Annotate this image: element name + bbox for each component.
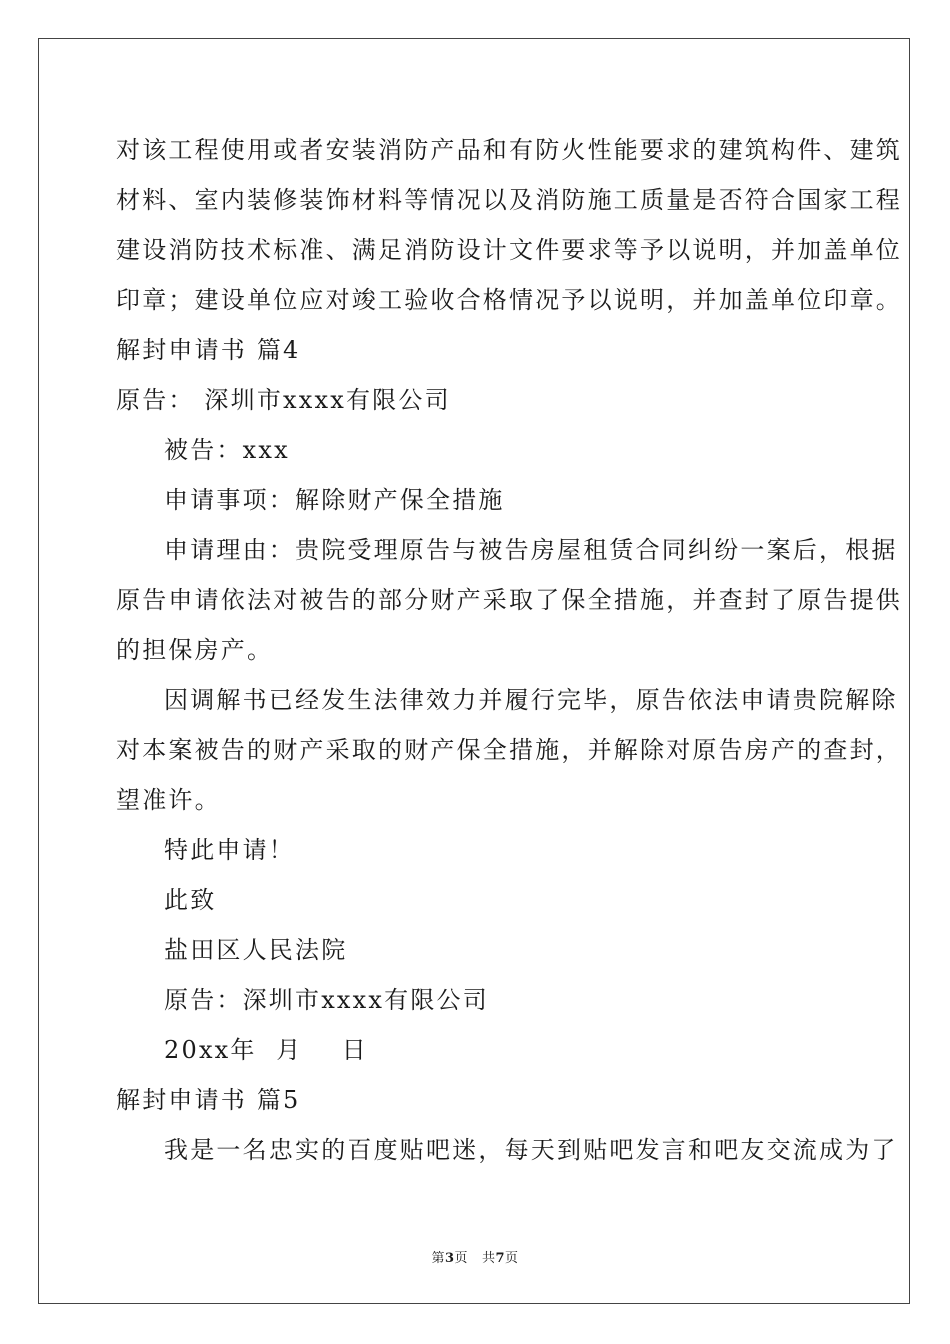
body-text-line: 建设消防技术标准、满足消防设计文件要求等予以说明，并加盖单位	[116, 236, 902, 264]
plaintiff-line: 原告： 深圳市xxxx有限公司	[116, 386, 451, 414]
defendant-line: 被告：xxx	[164, 436, 290, 464]
section-heading: 解封申请书 篇4	[116, 336, 301, 364]
footer-suffix: 页	[505, 1251, 519, 1266]
total-pages-number: 7	[495, 1251, 505, 1266]
body-text-line: 我是一名忠实的百度贴吧迷，每天到贴吧发言和吧友交流成为了	[164, 1136, 898, 1164]
salutation-line: 此致	[164, 886, 217, 914]
signature-line: 原告：深圳市xxxx有限公司	[164, 986, 489, 1014]
body-text-line: 原告申请依法对被告的部分财产采取了保全措施，并查封了原告提供	[116, 586, 902, 614]
closing-line: 特此申请！	[164, 836, 295, 864]
page-frame	[38, 38, 910, 1304]
request-item-line: 申请事项：解除财产保全措施	[164, 486, 505, 514]
body-text-line: 申请理由：贵院受理原告与被告房屋租赁合同纠纷一案后，根据	[164, 536, 898, 564]
body-text-line: 望准许。	[116, 786, 221, 814]
section-heading: 解封申请书 篇5	[116, 1086, 301, 1114]
body-text-line: 材料、室内装修装饰材料等情况以及消防施工质量是否符合国家工程	[116, 186, 902, 214]
current-page-number: 3	[445, 1251, 455, 1266]
body-text-line: 对该工程使用或者安装消防产品和有防火性能要求的建筑构件、建筑	[116, 136, 902, 164]
body-text-line: 对本案被告的财产采取的财产保全措施，并解除对原告房产的查封，	[116, 736, 902, 764]
footer-mid: 页 共	[454, 1251, 496, 1266]
body-text-line: 的担保房产。	[116, 636, 274, 664]
footer-prefix: 第	[431, 1251, 445, 1266]
court-name-line: 盐田区人民法院	[164, 936, 348, 964]
body-text-line: 因调解书已经发生法律效力并履行完毕，原告依法申请贵院解除	[164, 686, 898, 714]
body-text-line: 印章；建设单位应对竣工验收合格情况予以说明，并加盖单位印章。	[116, 286, 902, 314]
page-footer	[0, 1247, 950, 1266]
date-line: 20xx年 月 日	[164, 1036, 368, 1064]
